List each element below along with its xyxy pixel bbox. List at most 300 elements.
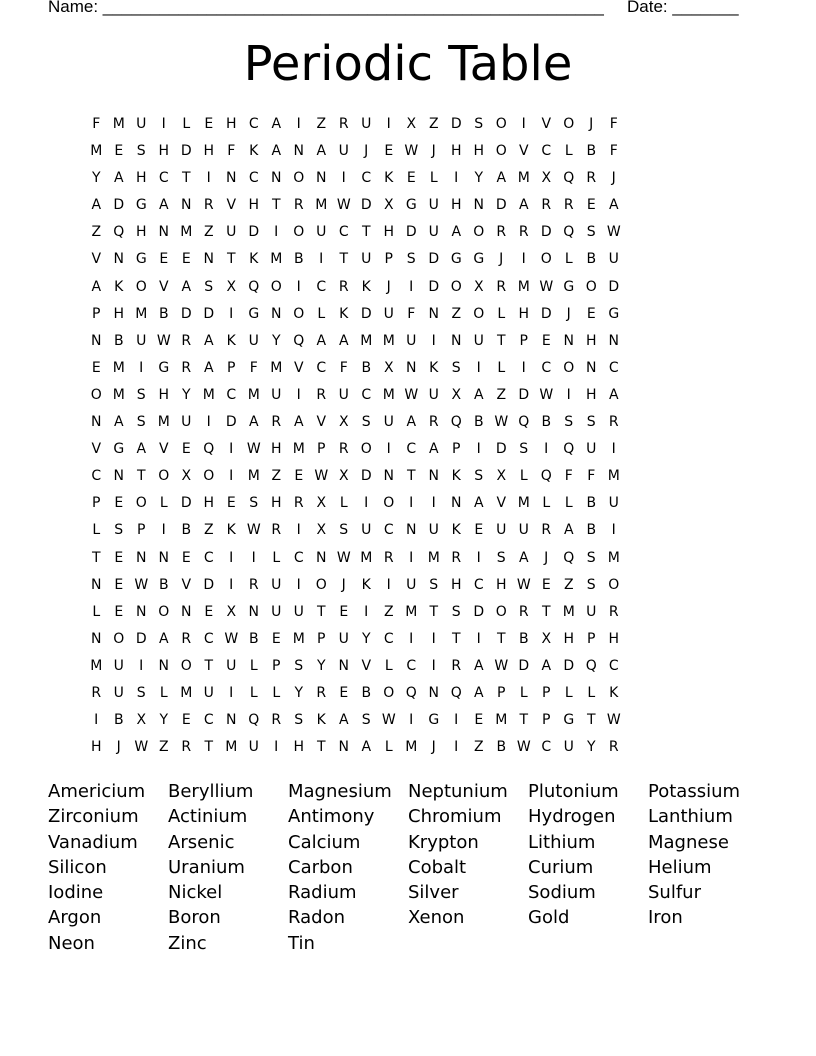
grid-row — [85, 628, 625, 655]
grid-letter: S — [136, 414, 146, 431]
grid-letter: W — [606, 224, 621, 241]
grid-letter: I — [431, 630, 436, 647]
grid-letter: E — [204, 116, 214, 132]
grid-letter: D — [518, 657, 530, 674]
grid-letter: L — [159, 684, 168, 701]
grid-letter: O — [180, 657, 192, 674]
grid-letter: W — [516, 739, 531, 756]
grid-letter: L — [92, 603, 101, 620]
grid-letter: C — [406, 657, 417, 674]
grid-letter: E — [271, 630, 281, 647]
grid-letter: A — [473, 386, 484, 403]
grid-letter: L — [384, 739, 393, 756]
grid-letter: R — [541, 197, 552, 214]
grid-letter: S — [204, 278, 214, 295]
grid-letter: D — [495, 441, 507, 458]
grid-letter: U — [428, 197, 439, 214]
word-list — [48, 780, 768, 957]
grid-letter: R — [608, 603, 619, 620]
grid-letter: W — [494, 414, 509, 431]
grid-letter: Y — [271, 332, 281, 349]
grid-letter: G — [563, 712, 575, 729]
grid-letter: O — [315, 576, 327, 593]
grid-letter: P — [452, 441, 461, 458]
grid-letter: V — [293, 359, 304, 376]
grid-letter: H — [450, 576, 462, 593]
grid-letter: R — [518, 603, 529, 620]
grid-letter: I — [476, 549, 481, 566]
grid-row — [85, 276, 625, 303]
grid-letter: S — [586, 549, 596, 566]
grid-letter: D — [428, 278, 440, 295]
grid-letter: H — [158, 386, 170, 403]
grid-letter: T — [339, 251, 349, 268]
grid-letter: T — [541, 603, 551, 620]
grid-letter: A — [473, 684, 484, 701]
grid-letter: I — [409, 630, 414, 647]
grid-letter: B — [518, 630, 529, 647]
grid-letter: R — [248, 576, 259, 593]
grid-letter: D — [518, 386, 530, 403]
grid-letter: M — [112, 116, 125, 132]
grid-letter: C — [608, 657, 619, 674]
grid-letter: W — [404, 143, 419, 160]
grid-letter: I — [139, 359, 144, 376]
grid-letter: A — [271, 116, 282, 132]
grid-letter: O — [360, 441, 372, 458]
grid-letter: U — [563, 739, 574, 756]
grid-letter: E — [339, 684, 349, 701]
grid-letter: U — [428, 386, 439, 403]
grid-letter: X — [541, 170, 552, 187]
grid-letter: E — [586, 305, 596, 322]
grid-letter: H — [518, 305, 530, 322]
grid-letter: E — [541, 332, 551, 349]
grid-letter: M — [495, 712, 508, 729]
grid-row — [85, 682, 625, 709]
grid-letter: R — [338, 116, 349, 132]
grid-letter: M — [180, 224, 193, 241]
grid-letter: Z — [451, 305, 462, 322]
grid-letter: F — [587, 468, 596, 485]
grid-letter: K — [249, 251, 259, 268]
grid-letter: W — [494, 657, 509, 674]
grid-letter: R — [181, 739, 192, 756]
grid-letter: G — [113, 441, 125, 458]
grid-letter: G — [450, 251, 462, 268]
grid-letter: H — [473, 143, 485, 160]
grid-letter: N — [406, 522, 417, 539]
word-list-item: Xenon — [408, 907, 465, 929]
grid-letter: C — [541, 359, 552, 376]
grid-letter: L — [339, 495, 348, 512]
grid-letter: B — [113, 712, 124, 729]
grid-letter: S — [294, 657, 304, 674]
grid-letter: X — [316, 495, 327, 512]
grid-letter: A — [248, 414, 259, 431]
grid-letter: J — [566, 305, 571, 322]
grid-letter: K — [249, 143, 259, 160]
grid-letter: N — [136, 549, 147, 566]
grid-letter: T — [204, 739, 214, 756]
grid-row — [85, 194, 625, 221]
grid-letter: T — [204, 657, 214, 674]
grid-letter: N — [158, 549, 169, 566]
grid-letter: X — [316, 522, 327, 539]
grid-letter: I — [296, 522, 301, 539]
word-list-item: Beryllium — [168, 781, 254, 802]
grid-letter: D — [360, 197, 372, 214]
grid-letter: D — [450, 116, 462, 132]
grid-letter: C — [316, 359, 327, 376]
grid-letter: R — [338, 441, 349, 458]
grid-letter: U — [608, 495, 619, 512]
word-list-item: Calcium — [288, 831, 361, 853]
grid-letter: T — [271, 197, 281, 214]
grid-letter: I — [386, 116, 391, 132]
grid-letter: I — [409, 495, 414, 512]
grid-row — [85, 140, 625, 167]
word-list-item: Antimony — [288, 806, 375, 828]
grid-letter: T — [361, 224, 371, 241]
grid-row — [85, 601, 625, 628]
grid-letter: K — [451, 468, 461, 485]
grid-letter: F — [227, 143, 236, 160]
grid-letter: S — [114, 522, 124, 539]
grid-letter: L — [497, 359, 506, 376]
grid-letter: R — [496, 224, 507, 241]
word-list-item: Silver — [408, 882, 459, 904]
grid-letter: W — [336, 549, 351, 566]
grid-letter: D — [428, 251, 440, 268]
grid-letter: B — [586, 251, 597, 268]
grid-letter: I — [161, 522, 166, 539]
word-list-item: Sulfur — [648, 882, 701, 904]
grid-letter: E — [181, 549, 191, 566]
grid-letter: V — [158, 441, 169, 458]
grid-row — [85, 655, 625, 682]
grid-letter: Q — [450, 414, 462, 431]
grid-letter: Y — [586, 739, 596, 756]
grid-letter: V — [541, 116, 552, 132]
word-list-item: Lithium — [528, 831, 596, 853]
grid-letter: R — [181, 630, 192, 647]
grid-letter: W — [539, 278, 554, 295]
grid-letter: E — [114, 495, 124, 512]
grid-letter: O — [495, 116, 507, 132]
grid-letter: I — [521, 116, 526, 132]
grid-letter: T — [586, 712, 596, 729]
grid-letter: Y — [316, 657, 326, 674]
grid-letter: R — [586, 170, 597, 187]
grid-letter: P — [92, 305, 101, 322]
grid-letter: E — [541, 576, 551, 593]
grid-letter: A — [496, 170, 507, 187]
grid-letter: M — [517, 170, 530, 187]
grid-letter: V — [226, 197, 237, 214]
grid-letter: I — [296, 576, 301, 593]
grid-letter: I — [296, 386, 301, 403]
grid-letter: I — [251, 549, 256, 566]
grid-letter: U — [181, 414, 192, 431]
grid-letter: V — [91, 441, 102, 458]
grid-letter: O — [540, 251, 552, 268]
grid-letter: S — [136, 386, 146, 403]
grid-letter: Z — [383, 603, 394, 620]
grid-letter: C — [361, 386, 372, 403]
grid-letter: J — [499, 251, 504, 268]
grid-letter: Z — [203, 522, 214, 539]
grid-row — [85, 547, 625, 574]
grid-letter: C — [608, 359, 619, 376]
grid-letter: M — [135, 305, 148, 322]
grid-letter: A — [293, 414, 304, 431]
grid-letter: O — [383, 495, 395, 512]
grid-letter: L — [182, 116, 191, 132]
grid-letter: I — [229, 549, 234, 566]
grid-letter: S — [586, 224, 596, 241]
grid-letter: Z — [496, 386, 507, 403]
grid-letter: K — [429, 359, 439, 376]
grid-letter: A — [203, 359, 214, 376]
grid-letter: E — [586, 197, 596, 214]
grid-letter: I — [409, 549, 414, 566]
word-list-item: Iodine — [48, 882, 104, 904]
grid-letter: Y — [474, 170, 484, 187]
grid-letter: W — [314, 468, 329, 485]
grid-letter: O — [585, 278, 597, 295]
grid-letter: N — [563, 332, 574, 349]
word-list-item: Helium — [648, 856, 712, 878]
grid-letter: Y — [159, 712, 169, 729]
grid-letter: I — [454, 712, 459, 729]
grid-letter: C — [226, 386, 237, 403]
grid-letter: X — [181, 468, 192, 485]
grid-letter: M — [225, 739, 238, 756]
grid-letter: A — [181, 278, 192, 295]
grid-letter: B — [586, 143, 597, 160]
grid-letter: N — [451, 495, 462, 512]
grid-letter: T — [181, 170, 191, 187]
grid-letter: S — [136, 684, 146, 701]
grid-letter: X — [226, 278, 237, 295]
grid-letter: I — [454, 739, 459, 756]
grid-letter: N — [586, 359, 597, 376]
grid-letter: B — [158, 576, 169, 593]
grid-letter: U — [271, 603, 282, 620]
grid-letter: H — [585, 332, 597, 349]
grid-letter: C — [338, 224, 349, 241]
grid-letter: R — [563, 197, 574, 214]
grid-letter: N — [226, 170, 237, 187]
grid-letter: D — [180, 495, 192, 512]
grid-letter: L — [249, 657, 258, 674]
grid-letter: S — [361, 712, 371, 729]
grid-letter: U — [271, 576, 282, 593]
grid-letter: E — [114, 603, 124, 620]
grid-letter: P — [92, 495, 101, 512]
grid-letter: N — [248, 603, 259, 620]
grid-letter: B — [541, 414, 552, 431]
grid-letter: I — [476, 359, 481, 376]
grid-letter: P — [137, 522, 146, 539]
word-list-item: Vanadium — [48, 831, 138, 853]
grid-letter: S — [249, 495, 259, 512]
grid-letter: I — [296, 278, 301, 295]
grid-letter: I — [409, 712, 414, 729]
grid-letter: F — [609, 116, 618, 132]
word-list-item: Chromium — [408, 806, 502, 828]
grid-letter: U — [203, 684, 214, 701]
grid-letter: S — [406, 251, 416, 268]
grid-letter: H — [90, 739, 102, 756]
grid-letter: J — [386, 278, 391, 295]
grid-letter: W — [134, 739, 149, 756]
grid-letter: V — [91, 251, 102, 268]
grid-letter: U — [361, 251, 372, 268]
grid-letter: S — [586, 576, 596, 593]
grid-letter: R — [451, 657, 462, 674]
grid-letter: G — [428, 712, 440, 729]
grid-letter: B — [293, 251, 304, 268]
grid-letter: X — [383, 197, 394, 214]
grid-letter: T — [496, 630, 506, 647]
grid-letter: G — [405, 197, 417, 214]
grid-letter: I — [274, 224, 279, 241]
grid-letter: A — [608, 386, 619, 403]
grid-letter: U — [361, 522, 372, 539]
grid-letter: M — [180, 684, 193, 701]
grid-letter: L — [564, 251, 573, 268]
grid-letter: N — [158, 224, 169, 241]
grid-letter: X — [383, 359, 394, 376]
grid-letter: A — [136, 441, 147, 458]
grid-letter: C — [293, 549, 304, 566]
grid-letter: I — [476, 441, 481, 458]
grid-letter: M — [517, 278, 530, 295]
grid-letter: K — [384, 170, 394, 187]
grid-letter: A — [91, 278, 102, 295]
word-list-item: Neon — [48, 932, 95, 954]
grid-letter: J — [544, 549, 549, 566]
grid-letter: V — [181, 576, 192, 593]
grid-letter: M — [382, 386, 395, 403]
grid-letter: B — [181, 522, 192, 539]
grid-letter: E — [226, 495, 236, 512]
grid-letter: E — [384, 143, 394, 160]
grid-letter: B — [158, 305, 169, 322]
grid-letter: W — [134, 576, 149, 593]
grid-letter: E — [474, 712, 484, 729]
grid-letter: I — [611, 522, 616, 539]
grid-letter: W — [539, 386, 554, 403]
word-list-item: Magnese — [648, 831, 729, 853]
grid-row — [85, 167, 625, 194]
grid-letter: C — [383, 522, 394, 539]
grid-letter: E — [114, 576, 124, 593]
grid-letter: D — [180, 305, 192, 322]
grid-letter: U — [136, 116, 147, 132]
grid-letter: X — [226, 603, 237, 620]
grid-letter: O — [158, 603, 170, 620]
grid-letter: O — [450, 278, 462, 295]
grid-letter: L — [497, 305, 506, 322]
grid-letter: C — [248, 116, 259, 132]
grid-letter: W — [246, 522, 261, 539]
grid-letter: O — [270, 278, 282, 295]
grid-letter: Q — [563, 441, 575, 458]
grid-letter: Q — [563, 549, 575, 566]
grid-letter: W — [404, 386, 419, 403]
date-field-label: Date: _______ — [627, 0, 739, 16]
grid-letter: N — [608, 332, 619, 349]
grid-letter: D — [540, 224, 552, 241]
grid-row — [85, 411, 625, 438]
grid-letter: Z — [473, 739, 484, 756]
grid-letter: Z — [91, 224, 102, 241]
grid-letter: E — [474, 522, 484, 539]
grid-letter: S — [586, 414, 596, 431]
grid-letter: U — [406, 332, 417, 349]
grid-letter: L — [564, 143, 573, 160]
grid-letter: W — [516, 576, 531, 593]
grid-letter: A — [473, 657, 484, 674]
grid-letter: A — [541, 657, 552, 674]
grid-letter: Y — [361, 630, 371, 647]
grid-letter: O — [383, 684, 395, 701]
grid-letter: N — [383, 468, 394, 485]
grid-letter: C — [248, 170, 259, 187]
grid-letter: R — [91, 684, 102, 701]
grid-letter: Y — [181, 386, 191, 403]
grid-letter: D — [113, 197, 125, 214]
grid-letter: P — [587, 630, 596, 647]
grid-letter: S — [474, 116, 484, 132]
grid-row — [85, 438, 625, 465]
grid-letter: R — [608, 414, 619, 431]
grid-letter: K — [609, 684, 619, 701]
grid-letter: I — [431, 495, 436, 512]
grid-letter: M — [427, 549, 440, 566]
grid-letter: A — [316, 332, 327, 349]
grid-letter: N — [451, 332, 462, 349]
grid-letter: E — [294, 468, 304, 485]
grid-letter: Z — [563, 576, 574, 593]
grid-letter: K — [339, 305, 349, 322]
grid-letter: U — [383, 414, 394, 431]
grid-letter: A — [473, 495, 484, 512]
grid-letter: M — [202, 386, 215, 403]
grid-letter: P — [272, 657, 281, 674]
grid-letter: W — [606, 712, 621, 729]
word-list-item: Gold — [528, 907, 570, 929]
word-list-item: Iron — [648, 907, 683, 929]
grid-letter: P — [227, 359, 236, 376]
grid-letter: L — [249, 684, 258, 701]
grid-letter: N — [136, 603, 147, 620]
grid-letter: G — [135, 197, 147, 214]
grid-letter: A — [608, 197, 619, 214]
grid-letter: A — [158, 630, 169, 647]
grid-letter: A — [518, 197, 529, 214]
grid-letter: E — [181, 712, 191, 729]
grid-letter: I — [206, 414, 211, 431]
grid-letter: J — [431, 739, 436, 756]
grid-letter: L — [159, 495, 168, 512]
grid-letter: A — [113, 170, 124, 187]
grid-row — [85, 492, 625, 519]
grid-letter: U — [383, 305, 394, 322]
